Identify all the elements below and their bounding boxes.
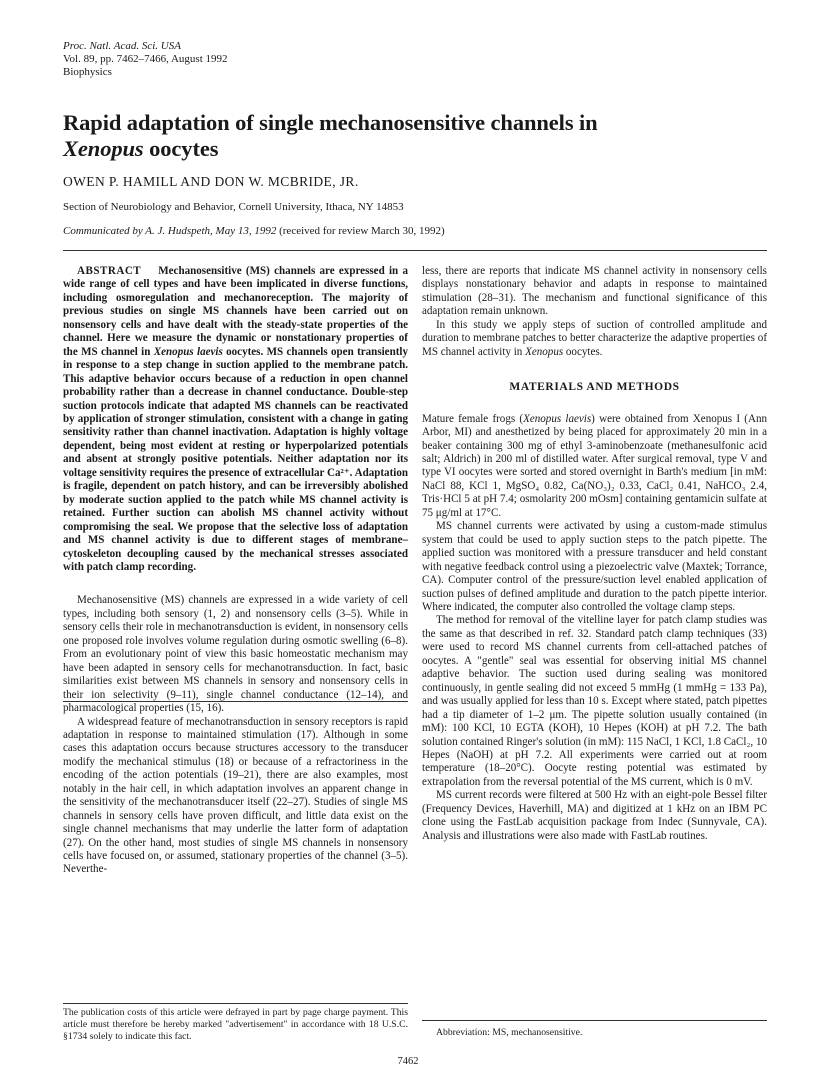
abbreviation-rule (422, 1020, 767, 1021)
title-block (63, 110, 763, 237)
methods-paragraph-1 (422, 413, 767, 521)
page-number: 7462 (397, 1056, 419, 1067)
abstract-part2: oocytes. MS channels open transiently in response to a step change in suction applied to the membrane patch. This adaptive behavior occurs because of a reduction in open channel probability rather than a decrease in channel conductance. Double-step suction protocols indicate that adapted MS channels can be reactivated by application of stronger stimulation, consistent with a change in gating sensitivity rather than channel inactivation. Adaptation is highly voltage dependent, being most evident at resting or hyperpolarized potentials and absent at strongly positive potentials. Neither adaptation nor its voltage sensitivity requires the presence of extracellular Ca²⁺. Adaptation is fragile, dependent on patch history, and can be irreversibly abolished by moderate suction applied to the patch while MS channel activity is retained. Further suction can abolish MS channel activity without compromising the seal. We propose that the selective loss of adaptation and MS channel activity is due to different stages of membrane–cytoskeleton decoupling caused by the mechanical stresses associated with patch clamp recording. (63, 345, 409, 573)
header-rule (63, 250, 767, 251)
section-name: Biophysics (63, 66, 112, 78)
journal-name: Proc. Natl. Acad. Sci. USA (63, 40, 181, 52)
affiliation: Section of Neurobiology and Behavior, Cornell University, Ithaca, NY 14853 (63, 201, 404, 213)
right-paragraph-1: less, there are reports that indicate MS channel activity in nonsensory cells displays nonstationary behavior and adapts in response to maintained stimulation (28–31). The mechanism and functional significance of this adaptation remain unknown. (422, 265, 767, 318)
article-title (63, 110, 763, 162)
methods-paragraph-3: The method for removal of the vitelline layer for patch clamp studies was the same as that described in ref. 32. Standard patch clamp techniques (33) were used to record MS channel currents from cell-attached patches of oocytes. A "gentle" seal was essential for observing initial MS channel adaptive behavior. The suction used during sealing was monitored continuously, in gentle sealing did not exceed 5 mmHg (1 mmHg = 133 Pa), and was usually applied for less than 10 s. Except where stated, patch pipettes had a tip diameter of 1–2 μm. The pipette solution usually contained (in mM): 100 KCl, 10 EGTA (KOH), 10 Hepes (KOH) at pH 7.2. The bath solution contained Ringer's solution (in mM): 115 NaCl, 1 KCl, 1.8 CaCl₂, 10 Hepes (NaOH) at pH 7.2. All experiments were carried out at room temperature (18–20°C). Oocyte resting potential was estimated by extrapolation from the reversal potential of the MS current, which is 0 mV. (422, 614, 767, 788)
methods-p1-part2: ) were obtained from Xenopus I (Ann Arbor, MI) and anesthetized by being placed for approximately 20 min in a beaker containing 300 mg of ethyl 3-aminobenzoate (methanesulfonic acid salt; Aldrich) in 200 ml of distilled water. After surgical removal, type V and type VI oocytes were sorted and stored overnight in Barth's medium [in mM: NaCl 88, KCl 1, MgSO₄ 0.82, Ca(NO₃)₂ 0.33, CaCl₂ 0.41, NaHCO₃ 2.4, Tris·HCl 5 at pH 7.4; osmolarity 200 mOsm] containing gentamicin sulfate at 75 μg/ml at 17°C. (422, 412, 767, 519)
right-column (422, 265, 767, 843)
methods-heading: MATERIALS AND METHODS (509, 381, 680, 394)
right-p2-part2: oocytes. (563, 345, 603, 358)
communicated-line (63, 225, 763, 237)
abstract-label: ABSTRACT (77, 265, 142, 277)
intro-paragraph-2: A widespread feature of mechanotransduction in sensory receptors is rapid adaptation in response to maintained stimulation (17). Although in some cases this adaptation occurs because structures accessory to the transducer modify the mechanical stimulus (18) or because of a refractoriness in the encoding of the action potentials (19–21), there are also examples, most notably in the hair cell, in which adaptation involves an apparent change in the sensitivity of the mechanotransducer itself (22–27). Studies of single MS channels in sensory cells have proven difficult, and little data exist on the single channel mechanisms that may underlie the latter form of adaptation (27). On the other hand, most studies of single MS channels in nonsensory cells have focused on, or assumed, stationary properties of the channel (3–5). Neverthe- (63, 715, 408, 876)
abstract-rule (63, 701, 408, 702)
methods-p1-italic: Xenopus laevis (523, 412, 592, 425)
methods-p1-part1: Mature female frogs ( (422, 412, 524, 425)
methods-paragraph-2: MS channel currents were activated by using a custom-made stimulus system that could be used to apply suction steps to the patch pipette. The applied suction was monitored with a pressure transducer and held constant with negative feedback control using a piezoelectric valve (Maxtek; Torrance, CA). Computer control of the pressure/suction level enabled application of suction pulses of defined amplitude and duration to the patch pipette interior. Where indicated, the computer also controlled the voltage clamp steps. (422, 520, 767, 613)
footnote-rule (63, 1003, 408, 1004)
abstract-part1: Mechanosensitive (MS) channels are expressed in a wide range of cell types and have been implicated in diverse functions, including osmoregulation and mechanoreception. The majority of previous studies on single MS channels have been carried out on nonsensory cells and have dealt with the steady-state properties of the channel. Here we measure the dynamic or nonstationary properties of the MS channel in (63, 265, 408, 358)
methods-paragraph-4: MS current records were filtered at 500 Hz with an eight-pole Bessel filter (Frequency Devices, Haverhill, MA) and digitized at 1 kHz on an IBM PC clone using the FastLab acquisition package from Indec (Sunnyvale, CA). Analysis and illustrations were also made with FastLab routines. (422, 789, 767, 842)
abstract (63, 265, 408, 574)
footnote: The publication costs of this article were defrayed in part by page charge payment. This article must therefore be hereby marked "advertisement" in accordance with 18 U.S.C. §1734 solely to indicate this fact. (63, 1007, 408, 1042)
volume-line: Vol. 89, pp. 7462–7466, August 1992 (63, 53, 228, 65)
communicated-by: Communicated by A. J. Hudspeth, May 13, 1992 (63, 225, 280, 237)
right-paragraph-2 (422, 319, 767, 359)
right-p2-italic: Xenopus (525, 345, 564, 358)
running-head (63, 40, 463, 79)
title-end: oocytes (143, 136, 219, 161)
intro-paragraph-1: Mechanosensitive (MS) channels are expressed in a wide variety of cell types, including both sensory (1, 2) and nonsensory cells (3–5). While in sensory cells their role in mechanotransduction is evident, in nonsensory cells one proposed role involves volume regulation during osmotic swelling (6–8). From an evolutionary point of view this basic homeostatic mechanism may have been adapted in sensory cells for mechanotransduction. In fact, basic similarities exist between MS channels in sensory and nonsensory cells in their ion selectivity (9–11), single channel conductance (12–14), and pharmacological properties (15, 16). (63, 594, 408, 715)
title-main: Rapid adaptation of single mechanosensitive channels in (63, 110, 598, 135)
left-column (63, 265, 408, 877)
abbreviation-note: Abbreviation: MS, mechanosensitive. (436, 1027, 583, 1038)
right-p2-part1: In this study we apply steps of suction of controlled amplitude and duration to membrane patches to better characterize the adaptive properties of MS channel activity in (422, 318, 767, 358)
title-italic: Xenopus (63, 136, 144, 161)
received-date: (received for review March 30, 1992) (279, 225, 445, 237)
abstract-italic: Xenopus laevis (153, 345, 223, 358)
authors: OWEN P. HAMILL AND DON W. MCBRIDE, JR. (63, 174, 359, 189)
